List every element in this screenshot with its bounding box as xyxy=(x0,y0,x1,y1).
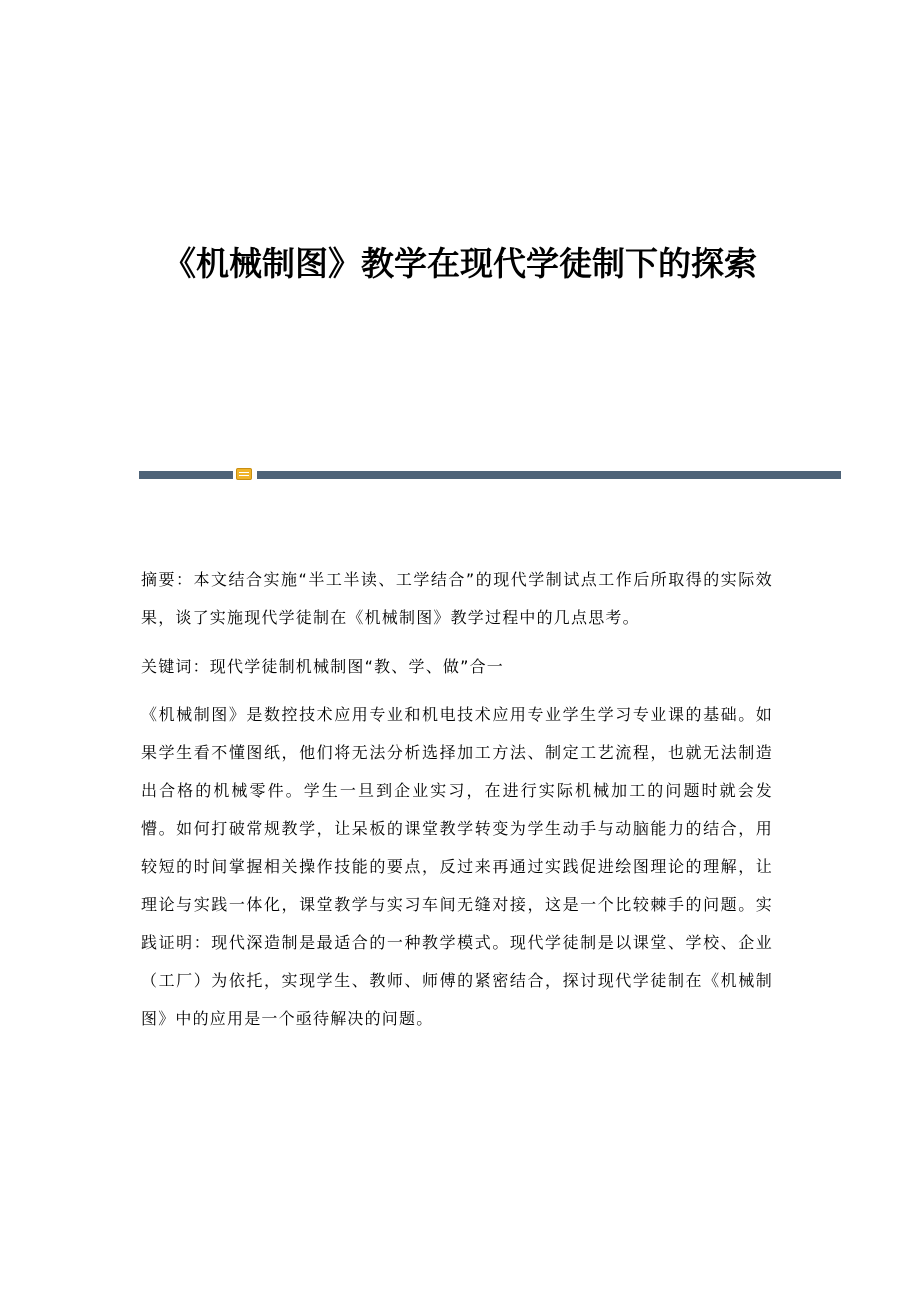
envelope-icon xyxy=(236,468,252,480)
keywords-paragraph: 关键词：现代学徒制机械制图“教、学、做”合一 xyxy=(141,657,504,676)
divider-bar-right xyxy=(257,471,841,479)
document-body xyxy=(141,561,773,1038)
abstract-paragraph: 摘要：本文结合实施“半工半读、工学结合”的现代学制试点工作后所取得的实际效果，谈了实施现代学徒制在《机械制图》教学过程中的几点思考。 xyxy=(141,570,773,627)
body-paragraph: 《机械制图》是数控技术应用专业和机电技术应用专业学生学习专业课的基础。如果学生看不懂图纸，他们将无法分析选择加工方法、制定工艺流程，也就无法制造出合格的机械零件。学生一旦到企业实习，在进行实际机械加工的问题时就会发懵。如何打破常规教学，让呆板的课堂教学转变为学生动手与动脑能力的结合，用较短的时间掌握相关操作技能的要点，反过来再通过实践促进绘图理论的理解，让理论与实践一体化，课堂教学与实习车间无缝对接，这是一个比较棘手的问题。实践证明：现代深造制是最适合的一种教学模式。现代学徒制是以课堂、学校、企业（工厂）为依托，实现学生、教师、师傅的紧密结合，探讨现代学徒制在《机械制图》中的应用是一个亟待解决的问题。 xyxy=(141,705,773,1028)
divider-bar-left xyxy=(139,471,233,479)
document-title: 《机械制图》教学在现代学徒制下的探索 xyxy=(163,244,757,283)
title-divider xyxy=(139,466,841,484)
